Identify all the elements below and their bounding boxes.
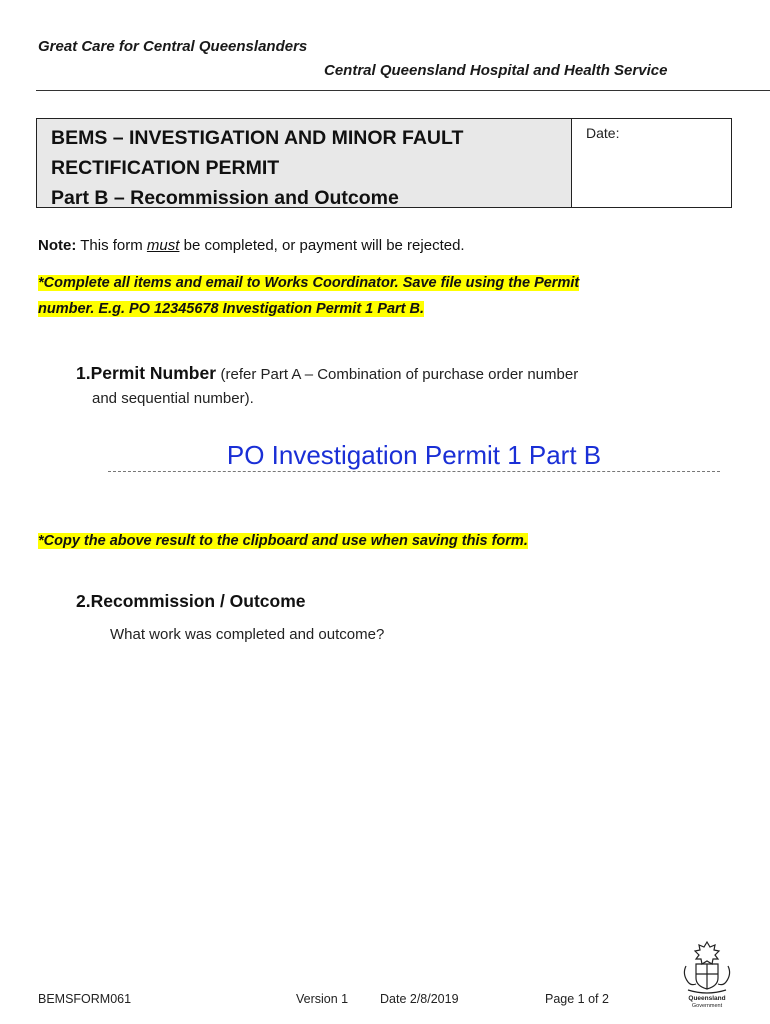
- outcome-text-area[interactable]: [108, 656, 718, 926]
- queensland-crest-icon: [676, 938, 738, 1008]
- permit-number-field[interactable]: PO Investigation Permit 1 Part B: [226, 440, 602, 470]
- section1-title: 1.Permit Number: [76, 363, 217, 383]
- title-box: [36, 118, 732, 208]
- note-label: Note:: [38, 237, 77, 254]
- note-pre: This form: [80, 237, 143, 254]
- copy-note-block: [38, 532, 528, 550]
- section1-desc-line2: and sequential number).: [92, 390, 254, 407]
- header-rule-short: [36, 90, 196, 91]
- form-title-line2: RECTIFICATION PERMIT: [51, 157, 280, 179]
- note-post: be completed, or payment will be rejected.: [183, 237, 465, 254]
- section1-heading: [76, 363, 578, 384]
- date-field[interactable]: [572, 119, 731, 207]
- footer-date: Date 2/8/2019: [380, 992, 459, 1006]
- section2-title: 2.Recommission / Outcome: [76, 591, 306, 611]
- section1-desc-line1: (refer Part A – Combination of purchase order number: [220, 366, 579, 383]
- section2-question: What work was completed and outcome?: [110, 626, 385, 643]
- header-org: Central Queensland Hospital and Health Service: [324, 62, 668, 79]
- header-tagline: Great Care for Central Queenslanders: [38, 38, 308, 55]
- crest-caption-line1: Queensland: [688, 995, 726, 1002]
- form-title-line3: Part B – Recommission and Outcome: [51, 187, 399, 209]
- note-emphasis: must: [146, 237, 180, 254]
- instruction-block: [38, 270, 579, 322]
- footer-page: Page 1 of 2: [545, 992, 609, 1006]
- instruction-line2: number. E.g. PO 12345678 Investigation Permit 1 Part B.: [38, 301, 425, 317]
- form-title-line1: BEMS – INVESTIGATION AND MINOR FAULT: [51, 127, 464, 149]
- permit-number-underline: [108, 471, 720, 472]
- copy-note: *Copy the above result to the clipboard and use when saving this form.: [38, 533, 528, 549]
- date-label: Date:: [586, 125, 620, 141]
- instruction-line1: *Complete all items and email to Works Coordinator. Save file using the Permit: [38, 275, 580, 291]
- note-line: [38, 237, 465, 254]
- header-rule-long: [196, 90, 770, 91]
- footer-form-code: BEMSFORM061: [38, 992, 132, 1006]
- crest-caption-line2: Government: [691, 1003, 723, 1008]
- footer-version: Version 1: [296, 992, 349, 1006]
- form-title: [37, 119, 572, 207]
